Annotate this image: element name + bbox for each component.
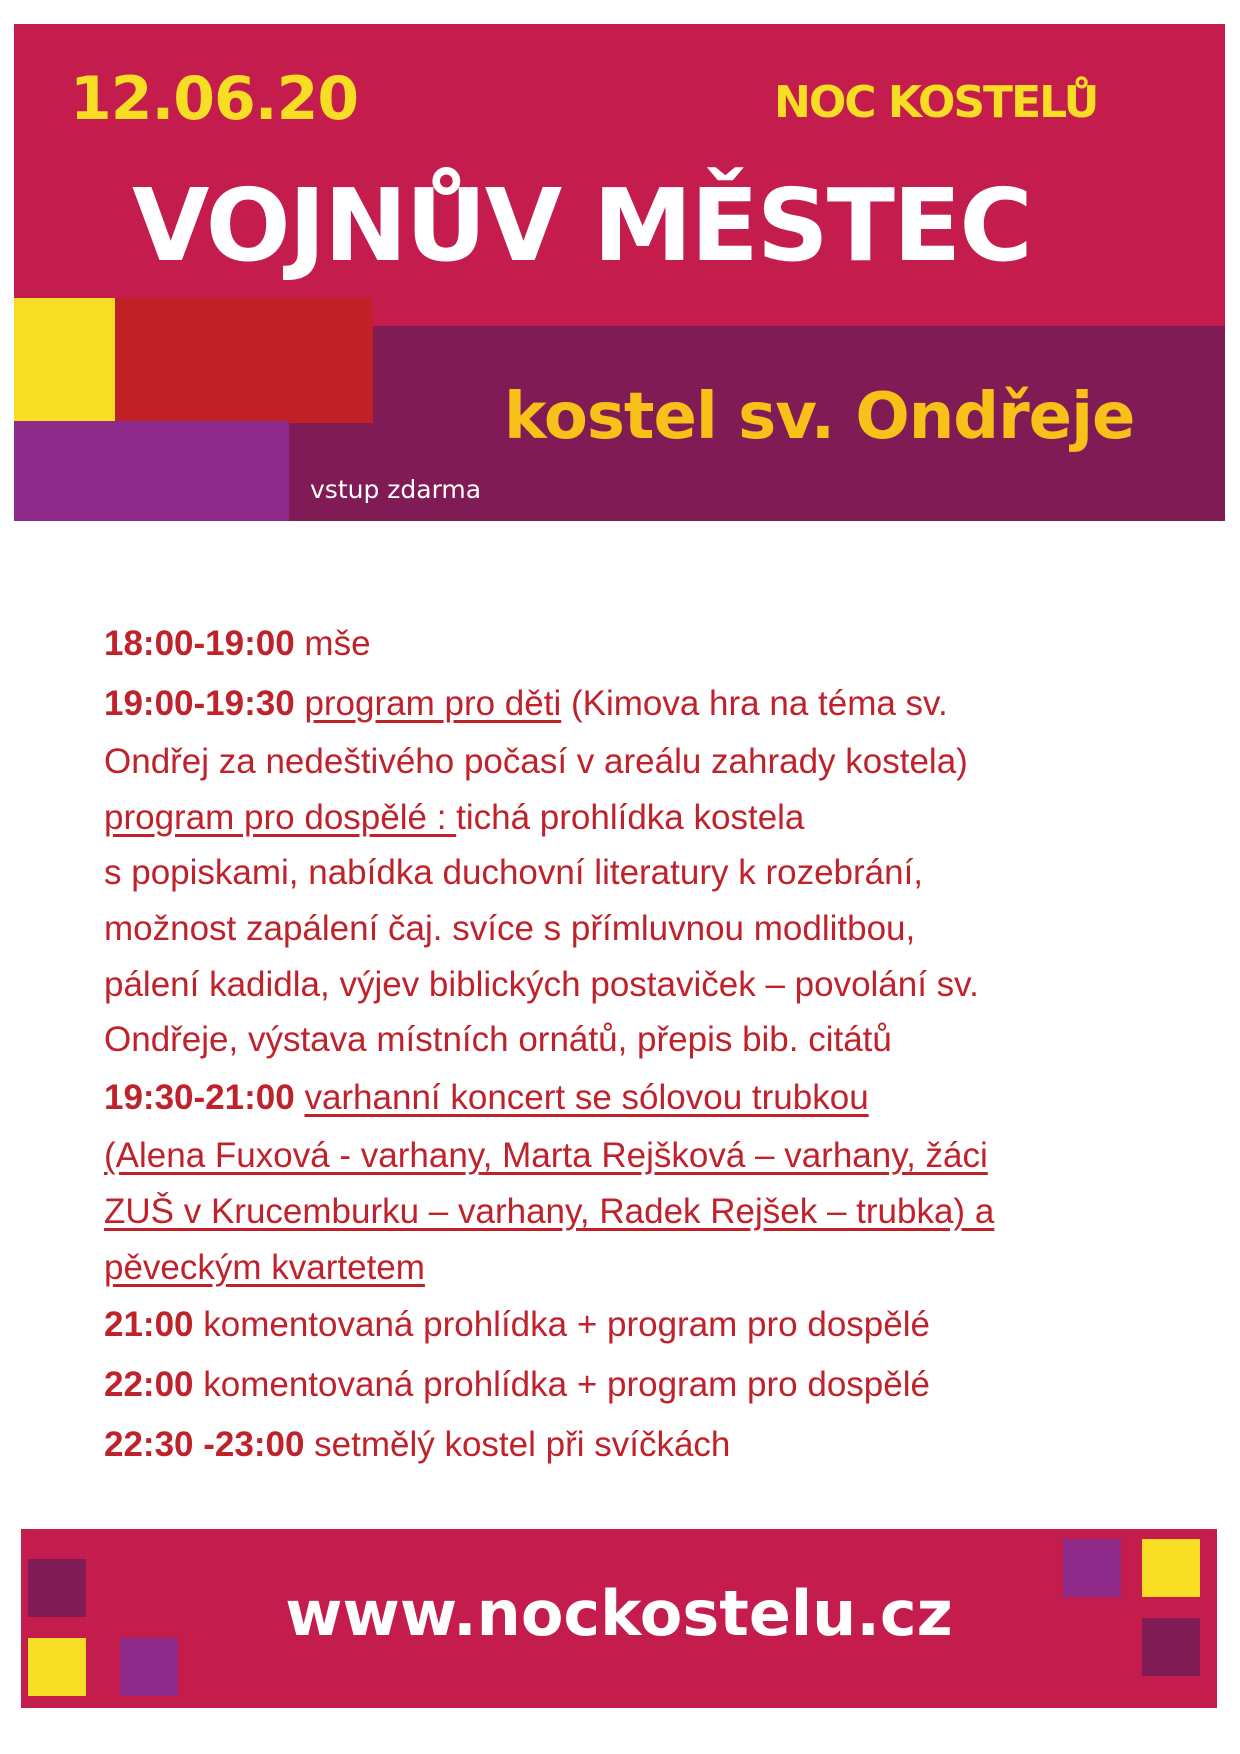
header-banner [14,24,1225,521]
schedule-line [104,845,1214,901]
plum-block-small [289,423,373,521]
schedule-line [104,1240,1214,1296]
schedule-line [104,1068,1214,1128]
website-url[interactable]: www.nockostelu.cz [285,1577,953,1650]
schedule-text: Ondřej za nedeštivého počasí v areálu zahrady kostela) [104,742,968,781]
town-title: VOJNŮV MĚSTEC [132,167,1031,284]
program-schedule [104,614,1214,1475]
schedule-line [104,1184,1214,1240]
schedule-time: 19:30-21:00 [104,1078,295,1118]
schedule-line [104,901,1214,957]
footer-banner [21,1529,1217,1708]
schedule-time: 18:00-19:00 [104,624,295,663]
schedule-text: možnost zapálení čaj. svíce s přímluvnou modlitbou, [104,909,916,949]
program-link: ZUŠ v Krucemburku – varhany, Radek Rejšek – trubka) a [104,1191,995,1231]
schedule-text: (Kimova hra na téma sv. [561,684,948,723]
schedule-text: mše [294,624,371,663]
event-date: 12.06.20 [70,64,359,134]
schedule-text: pálení kadidla, výjev biblických postaviček – povolání sv. [104,964,979,1004]
schedule-text: tichá prohlídka kostela [456,797,805,837]
schedule-text: setmělý kostel při svíčkách [304,1425,731,1465]
schedule-text: komentovaná prohlídka + program pro dospělé [193,1365,930,1405]
schedule-time: 19:00-19:30 [104,684,295,723]
program-link: program pro děti [304,684,562,723]
schedule-text: Ondřeje, výstava místních ornátů, přepis bib. citátů [104,1020,892,1060]
schedule-time: 21:00 [104,1305,194,1345]
program-link: program pro dospělé : [104,797,457,837]
schedule-line [104,1415,1214,1475]
schedule-text: s popiskami, nabídka duchovní literatury k rozebrání, [104,853,924,893]
program-link: pěveckým kvartetem [104,1247,425,1287]
event-name: NOC KOSTELŮ [774,77,1098,128]
entry-note: vstup zdarma [310,475,482,504]
schedule-line [104,614,1214,674]
schedule-line [104,674,1214,734]
yellow-square [14,298,115,421]
violet-square [14,421,289,521]
schedule-line [104,1295,1214,1355]
church-name: kostel sv. Ondřeje [504,380,1135,454]
schedule-text: komentovaná prohlídka + program pro dospělé [193,1305,930,1345]
schedule-line [104,1128,1214,1184]
schedule-line [104,790,1214,846]
schedule-line [104,1355,1214,1415]
schedule-line [104,734,1214,790]
schedule-line [104,1012,1214,1068]
schedule-time: 22:00 [104,1365,194,1405]
schedule-line [104,957,1214,1013]
red-square [115,298,373,423]
schedule-time: 22:30 -23:00 [104,1425,305,1465]
program-link: varhanní koncert se sólovou trubkou [304,1078,869,1118]
program-link: (Alena Fuxová - varhany, Marta Rejšková – varhany, žáci [104,1136,988,1176]
